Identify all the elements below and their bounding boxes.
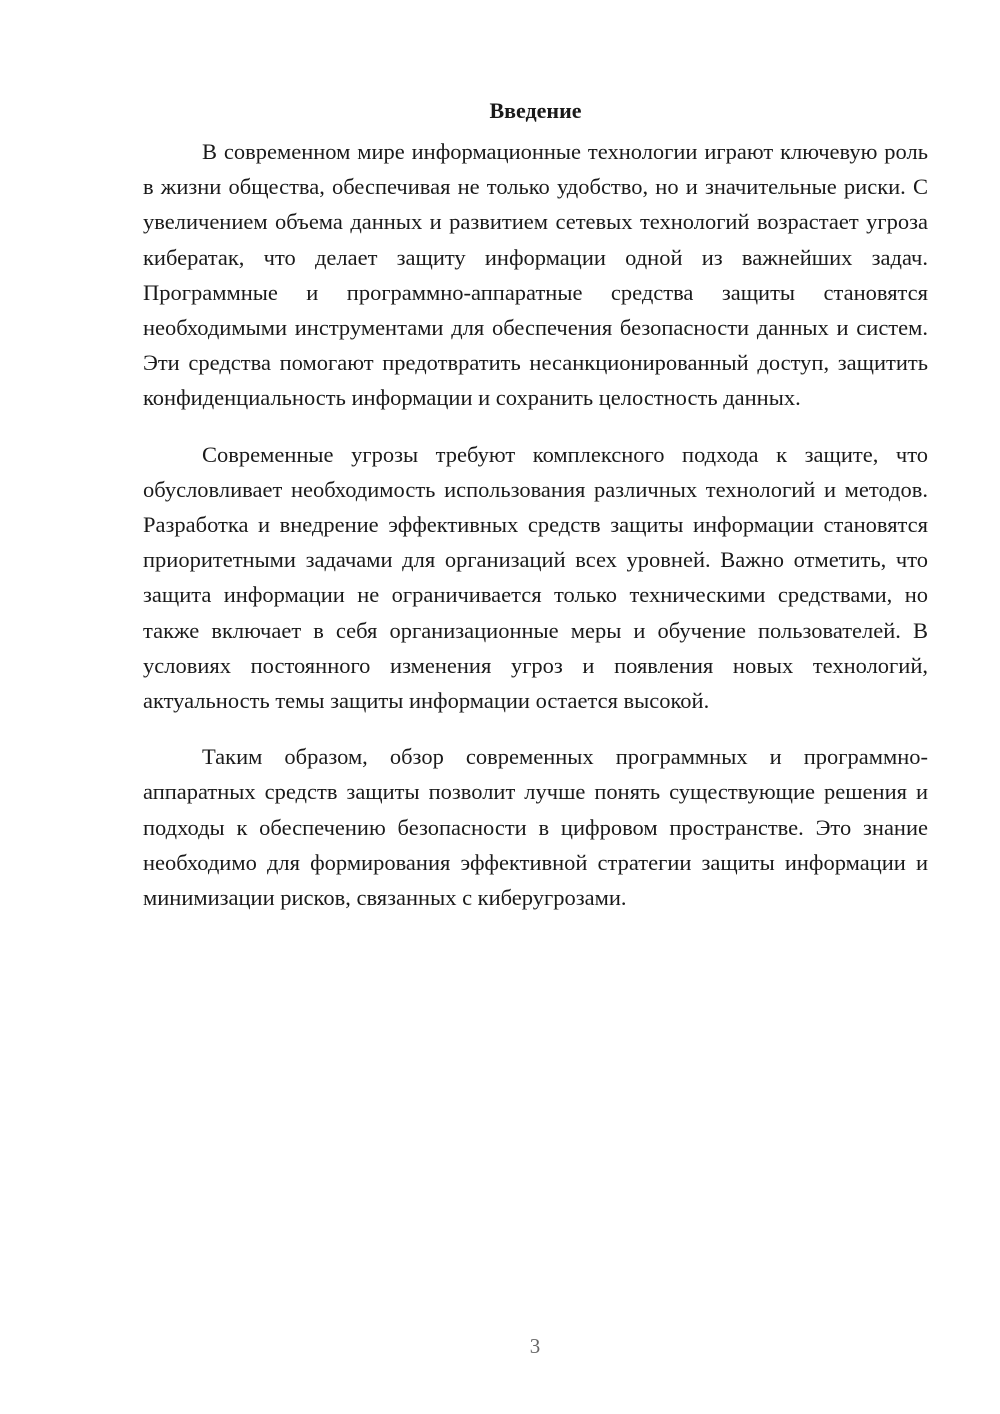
paragraph-3: Таким образом, обзор современных программных и программно-аппаратных средств защиты позволит лучше понять существующие решения и подходы к обеспечению безопасности в цифровом пространстве. Это знание необходимо для формирования эффективной стратегии защиты информации и минимизации рисков, связанных с киберугрозами. [143,744,928,911]
page-number: 3 [529,1334,541,1358]
paragraph-2: Современные угрозы требуют комплексного подхода к защите, что обусловливает необходимость использования различных технологий и методов. Разработка и внедрение эффективных средств защиты информации становятся приоритетными задачами для организаций всех уровней. Важно отметить, что защита информации не ограничивается только техническими средствами, но также включает в себя организационные меры и обучение пользователей. В условиях постоянного изменения угроз и появления новых технологий, актуальность темы защиты информации остается высокой. [143,441,928,714]
section-title: Введение [489,98,582,123]
page-content [143,96,928,936]
paragraph-1: В современном мире информационные технологии играют ключевую роль в жизни общества, обеспечивая не только удобство, но и значительные риски. С увеличением объема данных и развитием сетевых технологий возрастает угроза кибератак, что делает защиту информации одной из важнейших задач. Программные и программно-аппаратные средства защиты становятся необходимыми инструментами для обеспечения безопасности данных и систем. Эти средства помогают предотвратить несанкционированный доступ, защитить конфиденциальность информации и сохранить целостность данных. [143,139,928,411]
